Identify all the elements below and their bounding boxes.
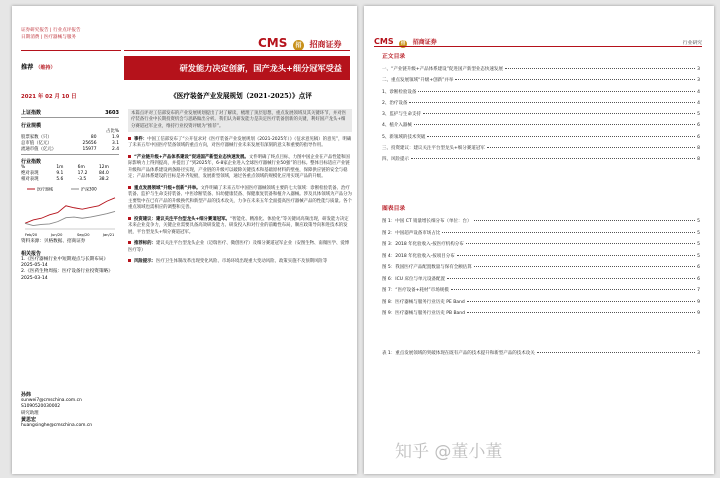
toc-entry[interactable] — [382, 132, 700, 143]
toc-entry-label: 二、重点发展领域“升级+创新”并举 — [382, 78, 454, 84]
rating-label: 推荐 — [21, 64, 34, 71]
toc-entry-label: 图 2：中国超声设备市场占比 — [382, 230, 441, 236]
toc-entry-label: 2、治疗设备 — [382, 100, 408, 106]
perf-row — [21, 177, 119, 183]
header-line-1: 证券研究报告 | 行业点评报告 — [21, 28, 81, 33]
basic-key: 总市值（亿元） — [21, 140, 52, 146]
perf-value: -3.5 — [77, 177, 87, 183]
toc-entry-page: 6 — [697, 123, 700, 129]
toc-entry-label: 图 3：2018 年化验收入-按医疗机构分布 — [382, 242, 464, 247]
divider — [21, 117, 119, 118]
index-row — [21, 110, 119, 116]
perf-value: 9.1 — [56, 171, 64, 177]
paragraphs — [128, 137, 352, 266]
report-page-2 — [364, 6, 714, 474]
toc-entry-page: 3 — [697, 351, 700, 356]
toc-entry[interactable] — [382, 120, 700, 131]
index-label: 上证指数 — [21, 110, 42, 116]
x-tick-label: Feb/20 — [25, 233, 38, 238]
perf-value: 17.2 — [77, 171, 88, 177]
leader-dots — [537, 352, 695, 353]
toc-title: 正文目录 — [382, 54, 406, 60]
toc-entry-page: 5 — [697, 230, 700, 236]
summary-box: 本篇点评对工信部发布的产业发展规划提出了对了解读，梳理了顶层思想，重点发展领域及其关键环节，并对医疗装备行业中长期投资机会与思路做出分析。我们认为研发能力是决定医疗装备创新的关键，利好国产龙头+细分赛道冠军企业，维持行业投资评级为“推荐”。 — [128, 109, 352, 132]
toc-entry-page: 6 — [697, 265, 700, 270]
bullet-icon — [128, 186, 131, 189]
perf-header-cell: 1m — [56, 165, 64, 171]
paragraph-lead: 事件： — [134, 136, 148, 142]
rating — [21, 62, 111, 71]
toc-entry-page: 8 — [697, 157, 700, 163]
table-list — [382, 348, 700, 359]
paragraph-text: 文件明确了未来五年中国医疗器械领域主要的七大领域：诊断检验装备、治疗装备、监护与生命支持装备、中医诊断装备、妇幼健康装备、保健康复装备和植介入器械。涉及具体领域为产品分为主要集中在已有产品的升级换代和新型产品的技术攻关，力争在未来五年全面提高医疗器械产品的性能与质量。各个重点领域也需相应的调整和完善。 — [128, 185, 352, 211]
toc-entry[interactable] — [382, 87, 700, 98]
perf-value: 84.0 — [98, 171, 109, 177]
legend-label: 医疗器械 — [37, 186, 53, 192]
x-tick-label: Jun/20 — [51, 233, 63, 238]
basic-v1: 25656 — [82, 140, 97, 146]
basic-row — [21, 147, 119, 153]
leader-dots — [418, 91, 695, 92]
analyst-name: 孙炜 — [21, 392, 32, 398]
performance-chart — [21, 185, 119, 239]
toc-entry-label: 四、风险提示 — [382, 157, 409, 163]
toc-entry-page: 7 — [697, 288, 700, 293]
leader-dots — [467, 301, 695, 302]
related-report-2[interactable]: 2.《医药生物周报：医疗设备行业投资策略》2025-03-14 — [21, 269, 113, 281]
perf-key: 相对表现 — [21, 177, 39, 183]
leader-dots — [467, 312, 695, 313]
leader-dots — [409, 102, 695, 103]
x-tick-label: Sep/20 — [77, 233, 90, 238]
assistant-name: 黄思宏 — [21, 416, 37, 423]
header-section: 行业研究 — [682, 41, 702, 46]
leader-dots — [474, 220, 696, 221]
paragraph-lead: 推荐标的： — [134, 241, 156, 247]
paragraph — [128, 241, 352, 254]
toc-entry[interactable] — [382, 308, 700, 320]
toc-entry-label: 1、诊断检验设备 — [382, 89, 417, 95]
assistant-role: 研究助理 — [21, 410, 39, 416]
toc-entry-label: 4、植介入器械 — [382, 123, 412, 129]
paragraph-lead: 投资建议：建议关注平台型龙头+细分赛道冠军。 — [134, 216, 230, 222]
paragraph-text: 医疗卫生体制改革出现变化风险、市场环境出现重大变动风险、政策实施不及预期风险等 — [155, 259, 328, 265]
header-divider — [374, 46, 702, 47]
toc-entry-page: 3 — [697, 78, 700, 84]
toc-entry-label: 表 1：重点发展领域的突破体现在既有产品的技术提升和新型产品的技术攻关 — [382, 351, 535, 356]
perf-rows — [21, 171, 119, 183]
leader-dots — [451, 289, 695, 290]
paragraph-text: 文件明确了终点目标，力图中国企业在产品性能和国际影响力上得到提高，并提出了“到2025年，6-8家企业进入全球医疗器械行业50强”的目标。整体目标适应产业链升级和产品体系建设两条路径实现，产业链的升级可以破除关键技术和基础原材料的壁垒，保障供应链的安全与稳定；产品体系建设的目标是补齐短板，发展新型领域，通过各重点领域的规模化应用实现产品的升级。 — [128, 154, 350, 180]
toc-entry-page: 9 — [697, 311, 700, 316]
basic-rows — [21, 135, 119, 153]
toc-entry[interactable] — [382, 251, 700, 263]
toc-entry-page: 4 — [697, 100, 700, 106]
bullet-icon — [128, 217, 131, 220]
toc-entry[interactable] — [382, 285, 700, 297]
toc-entry-page: 6 — [697, 276, 700, 282]
basic-key: 股票家数（只） — [21, 134, 52, 140]
leader-dots — [414, 124, 695, 125]
toc-list — [382, 64, 700, 166]
leader-dots — [474, 266, 695, 267]
basic-v1: 80 — [90, 134, 97, 140]
paragraph — [128, 217, 352, 237]
sidebar-stats — [21, 110, 119, 282]
basic-v2: 2.4 — [112, 146, 119, 152]
toc-entry-label: 一、“产业链升级+产品体系建设”促进国产新型业态快速发展 — [382, 67, 503, 72]
basic-key: 流通市值（亿元） — [21, 146, 57, 152]
leader-dots — [505, 68, 695, 69]
toc-entry[interactable] — [382, 262, 700, 274]
figures-title: 图表目录 — [382, 206, 406, 212]
figures-list — [382, 216, 700, 320]
logo-cn-text: 招商证券 — [309, 40, 342, 49]
leader-dots — [442, 232, 695, 233]
cms-logo — [258, 32, 342, 51]
logo-circle-icon: 招 — [293, 40, 304, 51]
toc-entry-label: 图 4：2018 年化验收入-按项目分布 — [382, 253, 455, 259]
basic-v1: 15977 — [82, 146, 97, 152]
header-divider-right — [124, 50, 350, 51]
toc-entry-label: 图 9：医疗器械与服务行业历史 PB Band — [382, 311, 466, 316]
toc-entry[interactable] — [382, 216, 700, 228]
toc-entry[interactable] — [382, 297, 700, 309]
analyst-block — [21, 392, 119, 429]
leader-dots — [423, 113, 695, 114]
toc-entry-page: 5 — [697, 112, 700, 118]
toc-entry[interactable] — [382, 64, 700, 75]
logo-circle-icon: 招 — [400, 41, 406, 46]
report-subtitle: 《医疗装备产业发展规划（2021-2025）》点评 — [170, 92, 312, 100]
related-report-1[interactable]: 1.《医疗器械行业中短期观点与长期布局》2025-05-14 — [21, 256, 109, 268]
toc-entry-label: 图 1：中国 CT 销量增长细分布（单位：台） — [382, 219, 472, 224]
toc-entry[interactable] — [382, 228, 700, 240]
paragraph — [128, 155, 352, 181]
report-page-1 — [12, 6, 357, 474]
analyst-cert: S1090520030002 — [21, 404, 61, 410]
toc-entry[interactable] — [382, 75, 700, 86]
toc-entry-label: 图 5：我国医疗产品配置数量与保有全额估算 — [382, 265, 472, 270]
bullet-icon — [128, 241, 131, 244]
paragraph — [128, 259, 352, 266]
paragraph-lead: 风险提示： — [134, 259, 156, 265]
toc-entry-label: 图 6：ICU 床位与单元设备配置 — [382, 276, 445, 282]
perf-header-cell: 12m — [98, 165, 109, 171]
watermark: 知乎 @董小董 — [395, 442, 503, 462]
basic-title: 行业规模 — [21, 122, 42, 129]
perf-header-cell: 6m — [77, 165, 85, 171]
toc-entry-page: 5 — [697, 219, 700, 224]
x-tick-label: Jan/21 — [103, 233, 115, 238]
paragraph-lead: “产业链升级+产品体系建设”促进国产新型业态快速发展。 — [134, 154, 249, 160]
report-date: 2021 年 02 月 10 日 — [21, 94, 77, 100]
toc-entry-page: 5 — [697, 253, 700, 259]
paragraph-text: 建议关注平台型龙头企业（迈瑞医疗、微创医疗）及细分赛道冠军企业（安图生物、南微医学、爱博医疗等） — [128, 241, 350, 253]
header-category — [21, 28, 81, 42]
divider — [21, 154, 119, 155]
performance-chart-svg — [21, 185, 119, 239]
basic-v2: 1.9 — [112, 134, 119, 140]
analyst-email[interactable]: sunwei7@cmschina.com.cn — [21, 398, 82, 404]
logo-cn-text: 招商证券 — [412, 39, 437, 46]
perf-title: 行业指数 — [21, 159, 42, 166]
basic-header-text: 占比% — [106, 128, 119, 134]
logo-cms-text: CMS — [374, 37, 394, 46]
toc-entry[interactable] — [382, 109, 700, 120]
leader-dots — [447, 278, 695, 279]
perf-key: 绝对表现 — [21, 171, 39, 177]
toc-entry-label: 5、新领域的技术突破 — [382, 134, 426, 140]
toc-entry-table-1[interactable] — [382, 348, 700, 359]
toc-entry[interactable] — [382, 98, 700, 109]
main-body — [128, 109, 352, 266]
chart-source: 资料来源：贝格数据、招商证券 — [21, 239, 86, 245]
toc-entry[interactable] — [382, 239, 700, 251]
leader-dots — [427, 136, 695, 137]
toc-entry-page: 6 — [697, 134, 700, 140]
bullet-icon — [128, 259, 131, 262]
perf-value: 5.6 — [56, 177, 64, 183]
toc-entry-page: 4 — [697, 89, 700, 95]
toc-entry-page: 3 — [697, 67, 700, 72]
index-value: 3603 — [105, 110, 119, 116]
paragraph — [128, 186, 352, 212]
series-line — [25, 198, 115, 224]
logo-cms-text: CMS — [258, 36, 288, 50]
paragraph-text: “智能化、精准化、体验化”等关键词高频出现，研发能力决定未来企业竞争力，关键企业需要具备高效研发能力、研发投入和对行业的前瞻性布局，顺应政策导向和进技术的发展，平台型龙头+细分赛道冠军。 — [128, 216, 349, 235]
toc-entry-page: 8 — [697, 146, 700, 152]
paragraph-text: 中国工信部发布了“公开征求对《医疗装备产业发展规划（2021-2025年）》（征求意见稿）的意见”，明确了未来五年中国医疗装备领域的重点方向，对医疗器械行业未来发展有深刻的意义和重要的指导作用。 — [128, 136, 352, 149]
leader-dots — [466, 243, 695, 244]
header-divider-left — [21, 50, 121, 51]
header-line-2: 日期消费 | 医疗器械与服务 — [21, 34, 77, 40]
paragraph-lead: 重点发展领域“升级+创新”并举。 — [134, 185, 201, 191]
toc-entry-label: 3、监护与生命支持 — [382, 112, 421, 118]
leader-dots — [411, 158, 695, 159]
toc-entry[interactable] — [382, 274, 700, 286]
bullet-icon — [128, 137, 131, 140]
perf-header-cell: % — [21, 165, 26, 171]
leader-dots — [487, 147, 695, 148]
toc-entry-page: 5 — [697, 242, 700, 247]
toc-entry-label: 三、投资建议：建议关注平台型龙头+细分赛道冠军 — [382, 146, 485, 152]
assistant-email[interactable]: huangsinghe@cmschina.com.cn — [21, 423, 93, 429]
basic-v2: 3.1 — [112, 140, 119, 146]
toc-entry-page: 9 — [697, 299, 700, 305]
toc-entry-label: 图 7：“医疗设备+耗材”市场规模 — [382, 288, 449, 293]
related-title: 相关报告 — [21, 250, 42, 257]
leader-dots — [455, 79, 695, 80]
toc-entry-label: 图 8：医疗器械与服务行业历史 PE Band — [382, 299, 465, 305]
bullet-icon — [128, 155, 131, 158]
toc-entry[interactable] — [382, 154, 700, 165]
toc-entry[interactable] — [382, 143, 700, 154]
paragraph — [128, 137, 352, 150]
perf-value: 38.2 — [98, 177, 109, 183]
report-title: 研发能力决定创新，国产龙头+细分冠军受益 — [124, 56, 350, 80]
legend-label: 沪深300 — [81, 186, 97, 192]
rating-value: （维持） — [35, 65, 56, 71]
leader-dots — [457, 255, 695, 256]
